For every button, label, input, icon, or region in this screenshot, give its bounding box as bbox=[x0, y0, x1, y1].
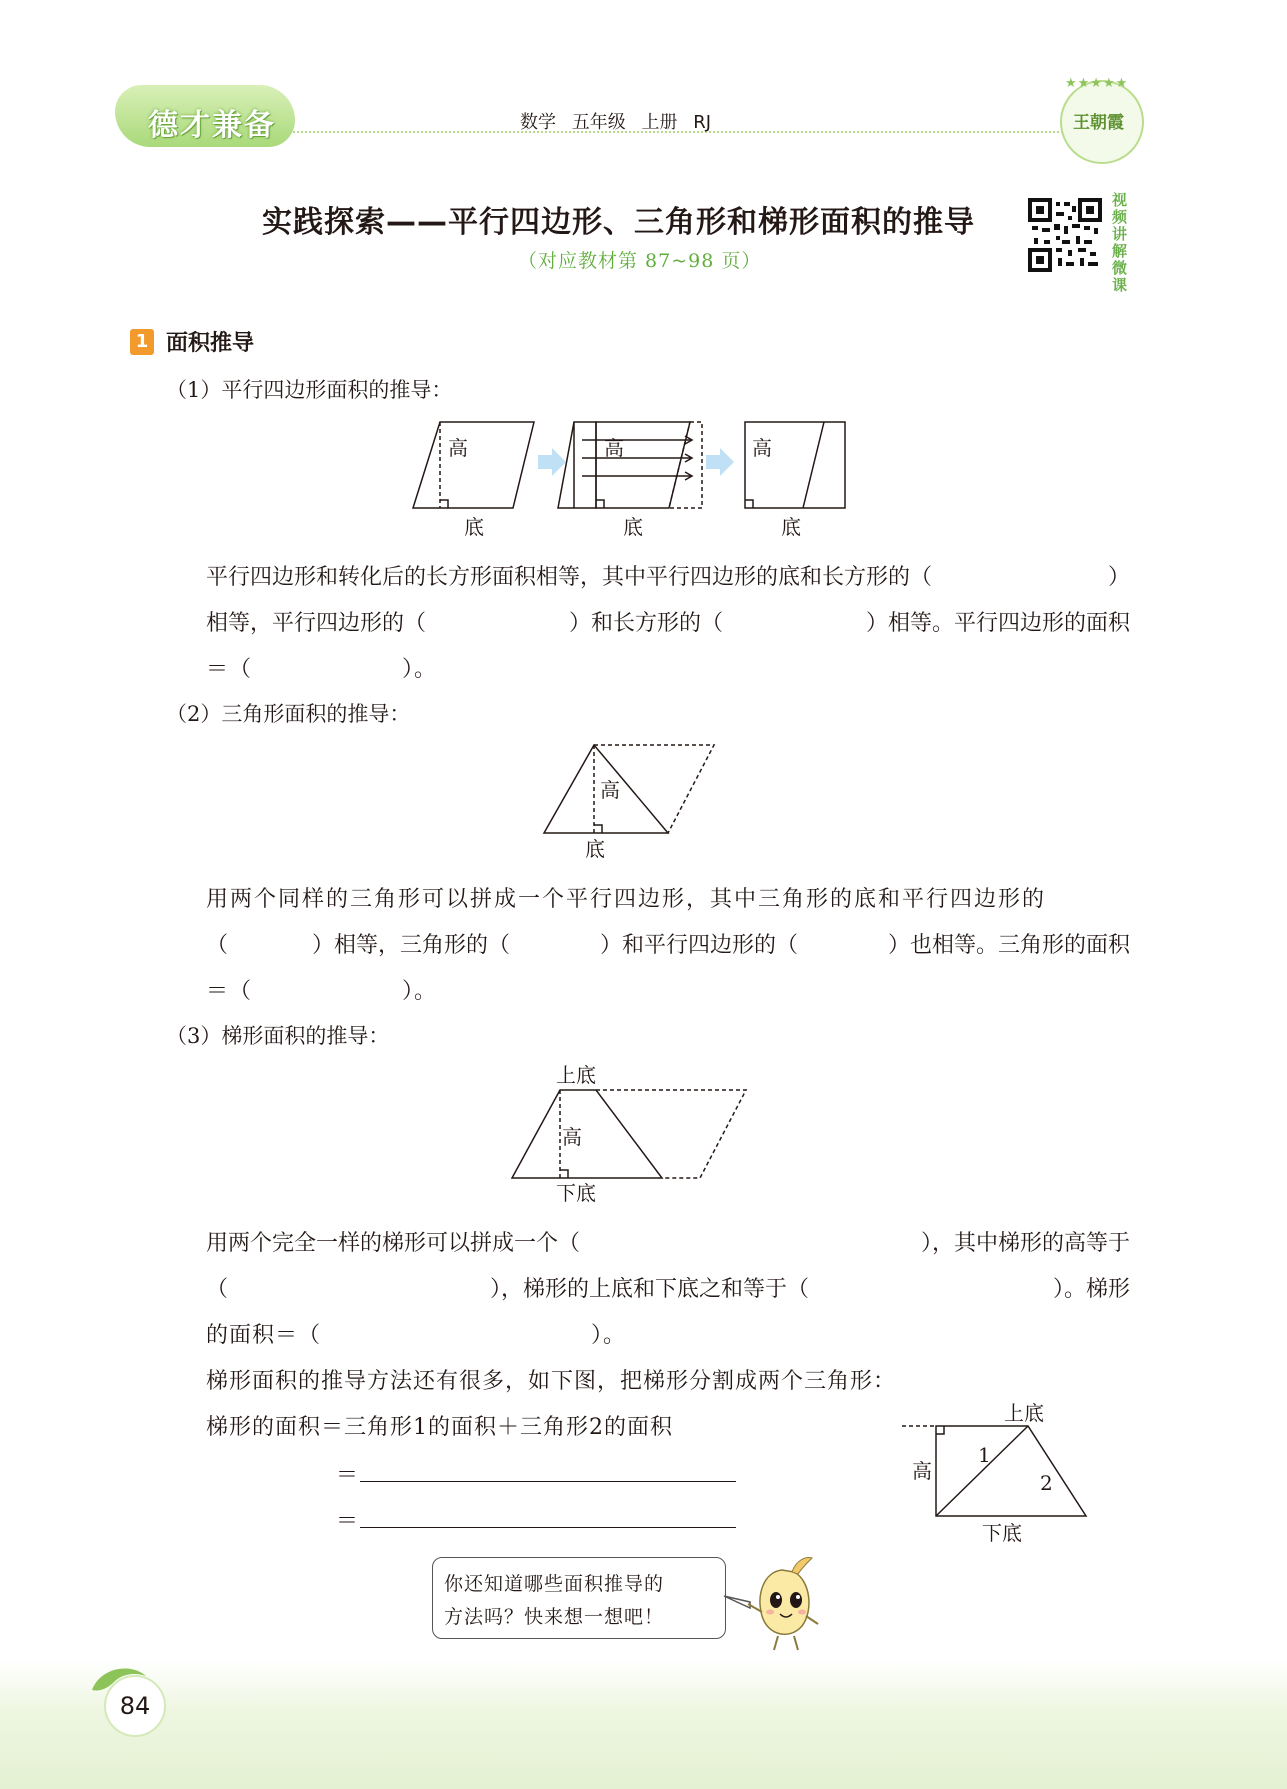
part1-line3-a: ＝（ bbox=[206, 657, 253, 682]
split-top-base-label: 上底 bbox=[1004, 1401, 1044, 1425]
part1-line2 bbox=[206, 606, 1130, 637]
part1-line3 bbox=[206, 652, 437, 683]
part1-line1-text: 平行四边形和转化后的长方形面积相等，其中平行四边形的底和长方形的（ bbox=[206, 565, 933, 590]
part1-line1 bbox=[206, 560, 1130, 591]
eq-sign-1: ＝ bbox=[336, 1463, 360, 1488]
answer-blank[interactable] bbox=[765, 606, 823, 637]
part2-heading: （2）三角形面积的推导： bbox=[166, 702, 411, 726]
header-grade: 五年级 bbox=[571, 112, 626, 133]
part3-line3-b: ）。 bbox=[591, 1323, 627, 1348]
fig1-height-label: 高 bbox=[448, 436, 468, 460]
arrow-right-icon bbox=[706, 448, 734, 476]
split-bottom-base-label: 下底 bbox=[982, 1521, 1022, 1545]
part2-line2-b: ）相等，三角形的（ bbox=[311, 933, 510, 958]
part3-line3 bbox=[206, 1318, 626, 1349]
part2-line3-b: ）。 bbox=[402, 979, 438, 1004]
header-volume: 上册 bbox=[641, 112, 678, 133]
part3-heading: （3）梯形面积的推导： bbox=[166, 1024, 390, 1048]
brand-logo-text: 德才兼备 bbox=[148, 108, 276, 143]
header-edition: RJ bbox=[693, 112, 712, 133]
part1-line3-b: ）。 bbox=[402, 657, 438, 682]
speech-bubble-text bbox=[444, 1568, 664, 1634]
part1-line2-b: ）和长方形的（ bbox=[568, 611, 723, 636]
split-height-label: 高 bbox=[912, 1459, 932, 1483]
video-lesson-label: 视频讲解微课 bbox=[1112, 191, 1128, 294]
part3-line1 bbox=[206, 1226, 1130, 1257]
split-triangle1-label: 1 bbox=[978, 1443, 991, 1467]
footer-background bbox=[0, 1660, 1287, 1789]
part3-line2-a: （ bbox=[206, 1277, 229, 1302]
answer-blank[interactable] bbox=[990, 560, 1050, 591]
fig2-height-label: 高 bbox=[604, 436, 624, 460]
trapezoid-diagram bbox=[500, 1060, 760, 1210]
answer-blank[interactable] bbox=[828, 1272, 1034, 1303]
triangle-height-label: 高 bbox=[600, 778, 620, 802]
trapezoid-shape bbox=[512, 1090, 662, 1178]
page-subtitle: （对应教材第 87~98 页） bbox=[518, 250, 762, 272]
answer-blank[interactable] bbox=[248, 928, 292, 959]
section-number-badge: 1 bbox=[130, 329, 154, 355]
part3-formula: 梯形的面积＝三角形1的面积＋三角形2的面积 bbox=[206, 1415, 673, 1440]
answer-blank[interactable] bbox=[469, 606, 527, 637]
part3-line3-a: 的面积＝（ bbox=[206, 1323, 322, 1348]
qr-code-icon[interactable] bbox=[1028, 198, 1102, 272]
author-seal-text: 王朝霞 bbox=[1073, 113, 1124, 133]
answer-blank[interactable] bbox=[646, 1226, 856, 1257]
trapezoid-height-label: 高 bbox=[562, 1125, 582, 1149]
trapezoid-top-base-label: 上底 bbox=[556, 1063, 596, 1087]
section-title: 面积推导 bbox=[166, 331, 255, 356]
part2-line2-d: ）也相等。三角形的面积 bbox=[887, 933, 1130, 958]
parallelogram-shape bbox=[413, 422, 534, 508]
answer-line-1[interactable] bbox=[360, 1481, 736, 1482]
part2-line2-c: ）和平行四边形的（ bbox=[599, 933, 798, 958]
part2-line2 bbox=[206, 928, 1130, 959]
part1-line2-a: 相等，平行四边形的（ bbox=[206, 611, 427, 636]
right-trapezoid-shape bbox=[936, 1426, 1086, 1516]
answer-blank[interactable] bbox=[530, 928, 580, 959]
fig3-base-label: 底 bbox=[781, 515, 801, 539]
part3-extra: 梯形面积的推导方法还有很多，如下图，把梯形分割成两个三角形： bbox=[206, 1369, 897, 1394]
part3-line1-a: 用两个完全一样的梯形可以拼成一个（ bbox=[206, 1231, 581, 1256]
fig2-base-label: 底 bbox=[623, 515, 643, 539]
eq-sign-2: ＝ bbox=[336, 1509, 360, 1534]
header-book-info bbox=[520, 108, 711, 134]
bubble-line2: 方法吗？快来想一想吧！ bbox=[444, 1606, 665, 1628]
part2-line3-a: ＝（ bbox=[206, 979, 253, 1004]
part3-line1-b: ），其中梯形的高等于 bbox=[920, 1231, 1130, 1256]
part1-line2-c: ）相等。平行四边形的面积 bbox=[865, 611, 1130, 636]
trapezoid-split-diagram bbox=[900, 1398, 1100, 1548]
page-title: 实践探索——平行四边形、三角形和梯形面积的推导 bbox=[262, 205, 975, 240]
trapezoid-bottom-base-label: 下底 bbox=[556, 1181, 596, 1205]
page-number: 84 bbox=[104, 1675, 166, 1737]
answer-blank[interactable] bbox=[818, 928, 868, 959]
parallelogram-diagram bbox=[400, 410, 860, 540]
mascot-icon bbox=[720, 1550, 840, 1660]
triangle-diagram bbox=[530, 735, 730, 860]
seal-stars: ★★★★★ bbox=[1065, 76, 1129, 91]
part2-line3 bbox=[206, 974, 437, 1005]
triangle-base-label: 底 bbox=[585, 837, 605, 860]
part3-line2 bbox=[206, 1272, 1130, 1303]
part3-line2-b: ），梯形的上底和下底之和等于（ bbox=[489, 1277, 809, 1302]
answer-line-2[interactable] bbox=[360, 1527, 736, 1528]
part1-heading: （1）平行四边形面积的推导： bbox=[166, 378, 453, 402]
fig3-height-label: 高 bbox=[752, 436, 772, 460]
answer-blank[interactable] bbox=[247, 1272, 471, 1303]
arrow-right-icon bbox=[538, 448, 566, 476]
fig1-base-label: 底 bbox=[464, 515, 484, 539]
part2-line1: 用两个同样的三角形可以拼成一个平行四边形，其中三角形的底和平行四边形的 bbox=[206, 887, 1047, 912]
part2-line2-a: （ bbox=[206, 933, 229, 958]
part3-line2-c: ）。梯形 bbox=[1052, 1277, 1130, 1302]
part1-line1-close: ） bbox=[1107, 565, 1130, 590]
bubble-line1: 你还知道哪些面积推导的 bbox=[444, 1573, 665, 1595]
split-triangle2-label: 2 bbox=[1040, 1471, 1053, 1495]
header-subject: 数学 bbox=[520, 112, 556, 133]
